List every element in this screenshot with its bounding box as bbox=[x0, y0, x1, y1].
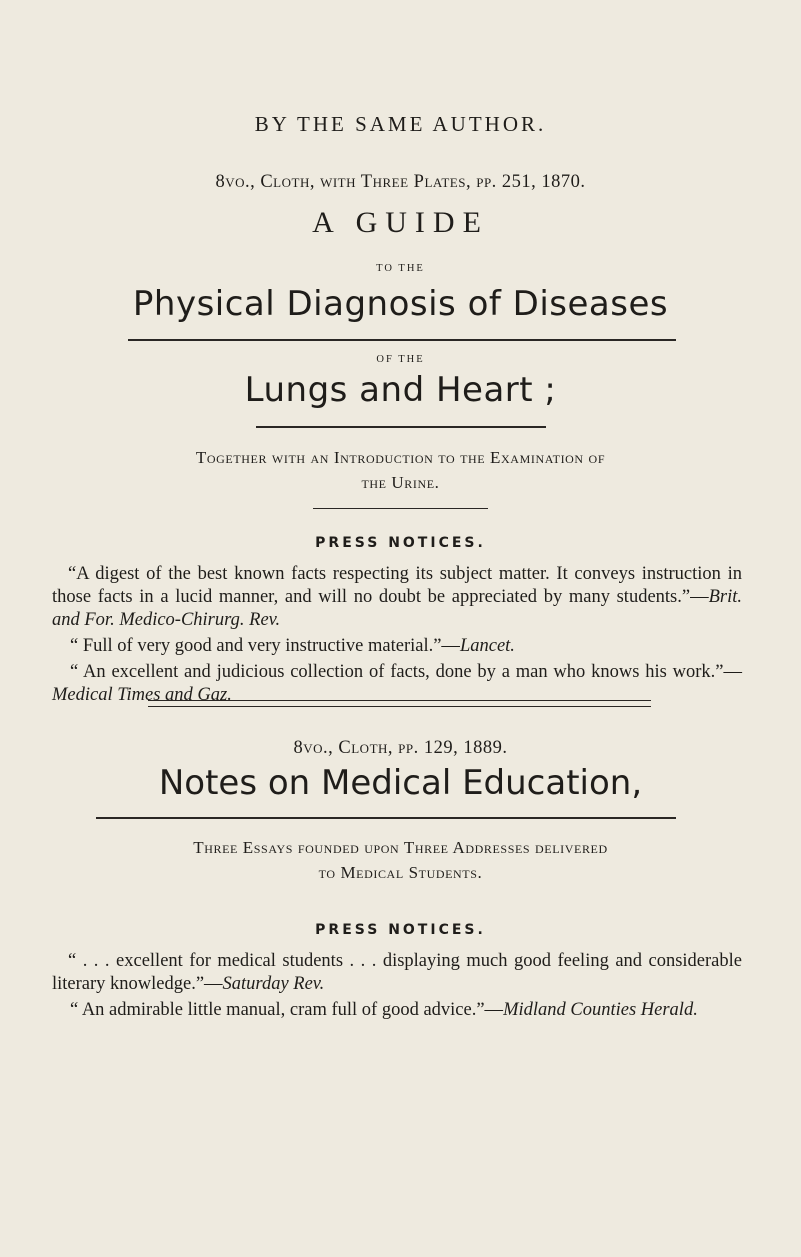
by-same-author-heading: BY THE SAME AUTHOR. bbox=[254, 112, 547, 136]
book1-title-line2: Lungs and Heart ; bbox=[244, 370, 557, 410]
book2-notices bbox=[52, 950, 742, 1025]
divider-rule bbox=[128, 339, 676, 341]
book2-edition: 8vo., Cloth, pp. 129, 1889. bbox=[293, 738, 508, 758]
book2-press-notices-label: PRESS NOTICES. bbox=[315, 922, 486, 938]
press-notice: “ . . . excellent for medical students . . . displaying much good feeling and considerable literary knowledge.”—Saturday Rev. bbox=[52, 951, 742, 994]
book2-subtitle-line2: to Medical Students. bbox=[318, 863, 483, 882]
book1-edition: 8vo., Cloth, with Three Plates, pp. 251, 1870. bbox=[215, 172, 586, 192]
book1-title-line1: Physical Diagnosis of Diseases bbox=[132, 284, 669, 324]
divider-rule bbox=[313, 508, 488, 509]
press-notice: “ An admirable little manual, cram full of good advice.”—Midland Counties Herald. bbox=[70, 1000, 698, 1020]
book1-guide-title: A GUIDE bbox=[312, 206, 489, 239]
divider-rule bbox=[256, 426, 546, 428]
press-notice: “ An excellent and judicious collection of facts, done by a man who knows his work.”—Medical Times and Gaz. bbox=[52, 662, 742, 705]
book1-subtitle-line1: Together with an Introduction to the Examination of bbox=[195, 448, 606, 467]
divider-rule bbox=[96, 817, 676, 819]
book1-subtitle-line2: the Urine. bbox=[361, 473, 440, 492]
section-double-rule bbox=[148, 700, 651, 707]
book1-press-notices-label: PRESS NOTICES. bbox=[315, 535, 486, 551]
book1-notices bbox=[52, 563, 742, 710]
book2-subtitle-line1: Three Essays founded upon Three Addresses delivered bbox=[193, 838, 608, 857]
press-notice: “A digest of the best known facts respecting its subject matter. It conveys instruction in those facts in a lucid manner, and will no doubt be appreciated by many students.”—Brit. and For. Medico-Chirurg. Rev. bbox=[52, 564, 742, 630]
press-notice: “ Full of very good and very instructive material.”—Lancet. bbox=[70, 636, 515, 656]
book1-to-the: TO THE bbox=[376, 263, 425, 274]
book1-of-the: OF THE bbox=[376, 354, 425, 365]
book2-title: Notes on Medical Education, bbox=[158, 763, 643, 803]
